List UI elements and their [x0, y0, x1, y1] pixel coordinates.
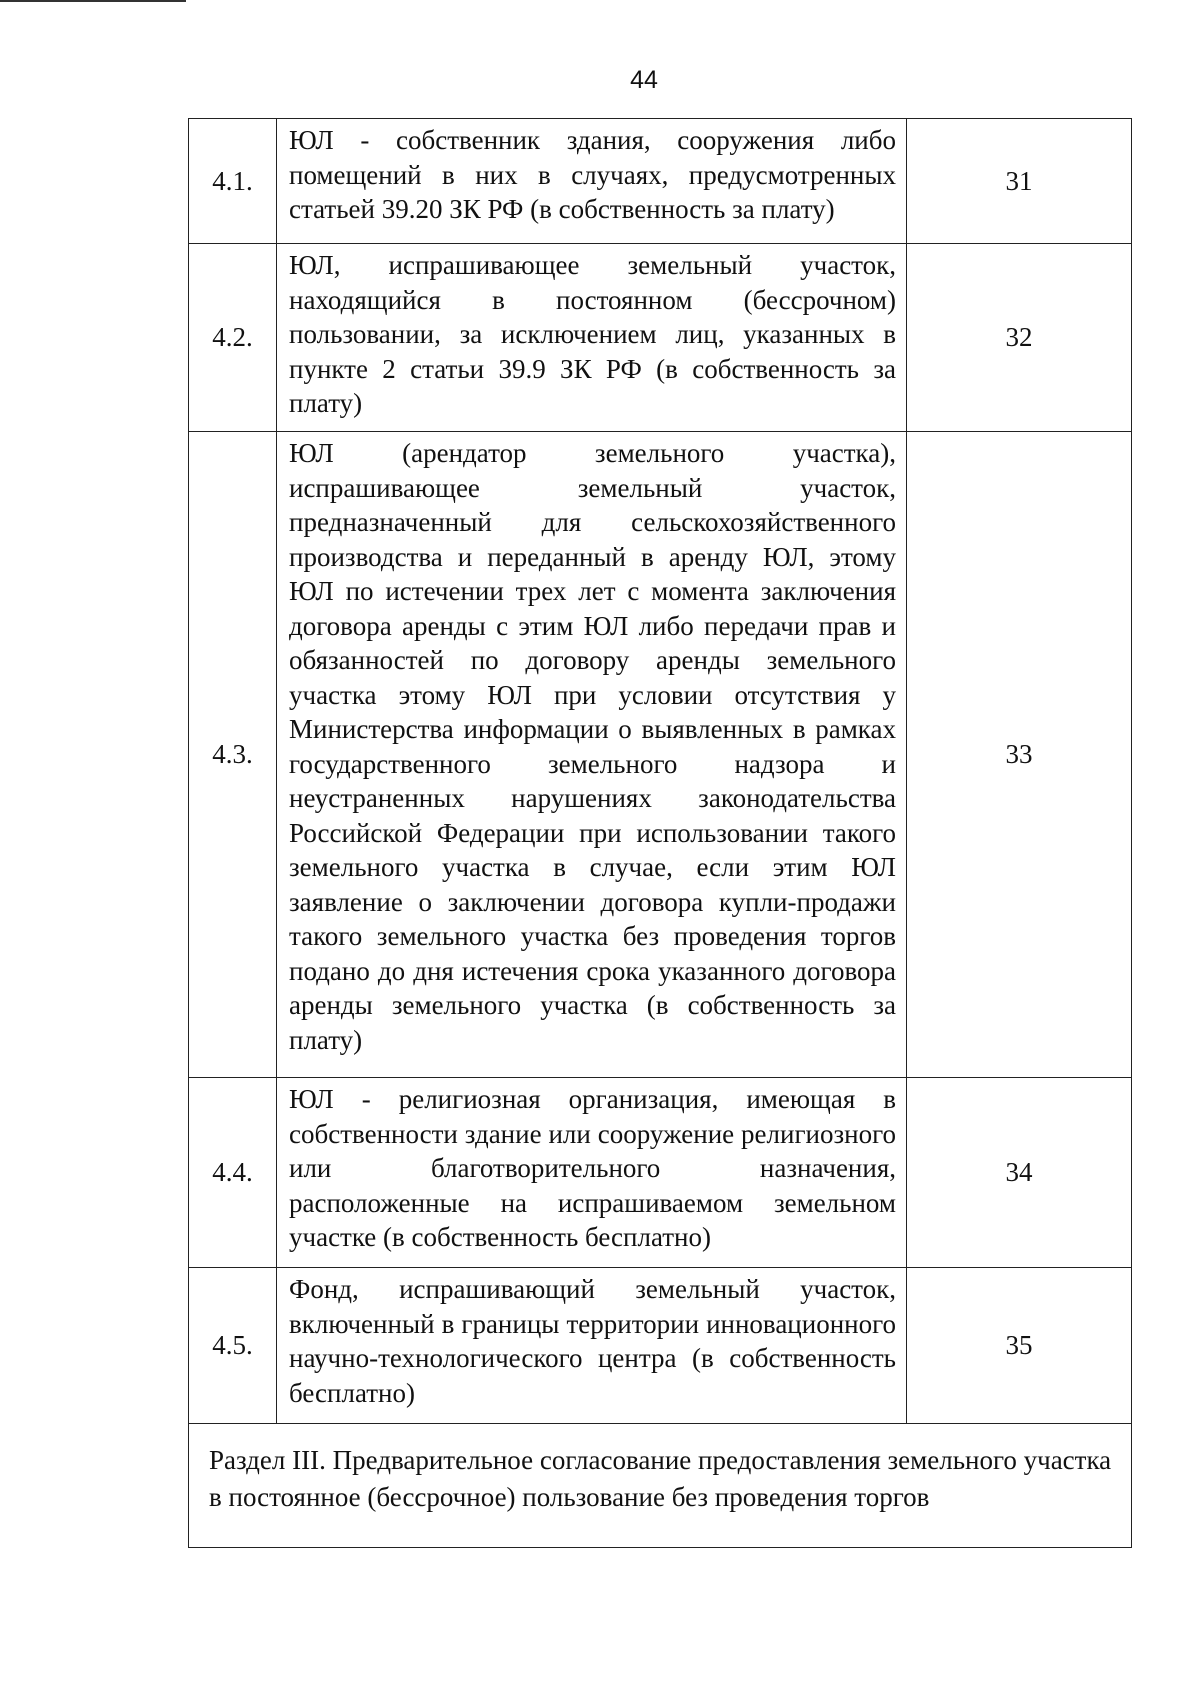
row-description: ЮЛ (арендатор земельного участка), испрашивающее земельный участок, предназначенный для сельскохозяйственного производства и переданный в аренду ЮЛ, этому ЮЛ по истечении трех лет с момента заключения договора аренды с этим ЮЛ либо передачи прав и обязанностей по договору аренды земельного участка этому ЮЛ при условии отсутствия у Министерства информации о выявленных в рамках государственного земельного надзора и неустраненных нарушениях законодательства Российской Федерации при использовании такого земельного участка в случае, если этим ЮЛ заявление о заключении договора купли-продажи такого земельного участка без проведения торгов подано до дня истечения срока указанного договора аренды земельного участка (в собственность за плату) — [277, 432, 907, 1077]
row-reference: 35 — [1005, 1330, 1033, 1360]
row-number: 4.4. — [189, 1078, 277, 1267]
row-description: Фонд, испрашивающий земельный участок, включенный в границы территории инновационного научно-технологического центра (в собственность бесплатно) — [277, 1268, 907, 1423]
table-row — [188, 1078, 1132, 1268]
row-reference: 33 — [1005, 739, 1033, 769]
row-reference: 34 — [1005, 1157, 1033, 1187]
top-rule — [0, 0, 186, 2]
table-row — [188, 1268, 1132, 1424]
row-number: 4.1. — [189, 119, 277, 243]
row-number: 4.3. — [189, 432, 277, 1077]
table-row — [188, 118, 1132, 244]
row-number: 4.2. — [189, 244, 277, 431]
row-reference: 31 — [1005, 165, 1033, 196]
services-table — [188, 118, 1132, 1548]
row-description: ЮЛ - собственник здания, сооружения либо помещений в них в случаях, предусмотренных статьей 39.20 ЗК РФ (в собственность за плату) — [277, 119, 907, 243]
table-row — [188, 244, 1132, 432]
row-reference: 32 — [1005, 322, 1033, 352]
table-row — [188, 432, 1132, 1078]
row-description: ЮЛ, испрашивающее земельный участок, находящийся в постоянном (бессрочном) пользовании, за исключением лиц, указанных в пункте 2 статьи 39.9 ЗК РФ (в собственность за плату) — [277, 244, 907, 431]
section-heading-text: Раздел III. Предварительное согласование предоставления земельного участка в постоянное (бессрочное) пользование без проведения торгов — [209, 1445, 1112, 1512]
row-description: ЮЛ - религиозная организация, имеющая в собственности здание или сооружение религиозного или благотворительного назначения, расположенные на испрашиваемом земельном участке (в собственность бесплатно) — [277, 1078, 907, 1267]
section-heading — [188, 1424, 1132, 1548]
row-number: 4.5. — [189, 1268, 277, 1423]
page-number: 44 — [630, 66, 658, 94]
